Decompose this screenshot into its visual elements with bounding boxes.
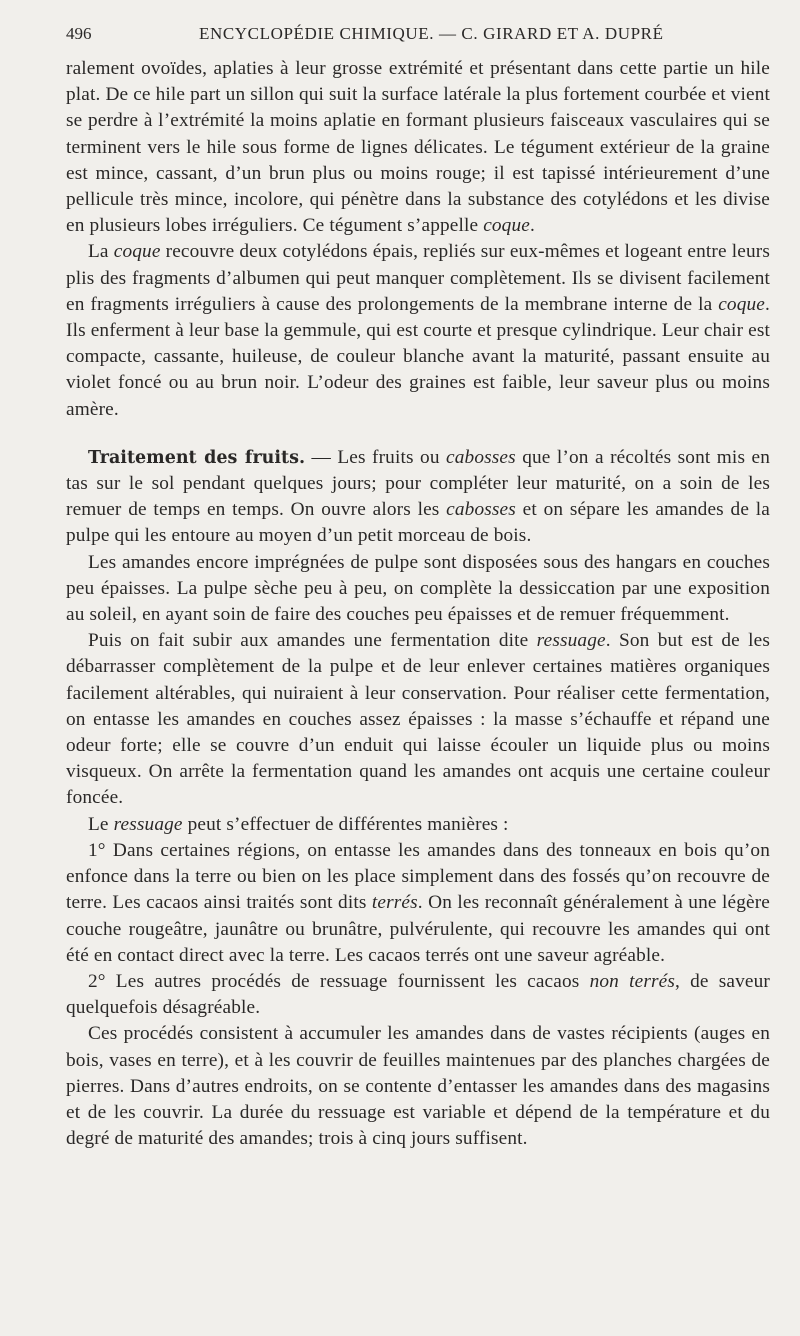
section-paragraph	[66, 445, 770, 550]
running-head: ENCYCLOPÉDIE CHIMIQUE. — C. GIRARD ET A. DUPRÉ	[199, 24, 664, 43]
paragraph	[66, 628, 770, 811]
text-run: , de saveur quelquefois désagréable.	[66, 970, 771, 1019]
paragraph	[66, 969, 770, 1021]
paragraph	[66, 1021, 770, 1152]
italic-term: coque	[718, 293, 766, 315]
text-run: 1° Dans certaines régions, on entasse les amandes dans des tonneaux en bois qu’on enfonce dans la terre ou bien on les place simplement dans des fossés qu’on recouvre de terre. Les cacaos ainsi traités sont dits	[66, 839, 770, 914]
italic-term: cabosses	[446, 446, 516, 468]
text-run: peut s’effectuer de différentes manières :	[182, 813, 509, 835]
text-run: La	[88, 241, 114, 263]
text-run: Le	[88, 813, 114, 835]
italic-term: cabosses	[446, 499, 516, 521]
body-text	[66, 56, 770, 1152]
text-run: Les amandes encore imprégnées de pulpe sont disposées sous des hangars en couches peu épaisses. La pulpe sèche peu à peu, on complète la dessiccation par une exposition au soleil, en ayant soin de faire des couches peu épaisses et de remuer fréquemment.	[66, 551, 770, 626]
section-title: Traitement des fruits.	[88, 447, 306, 468]
text-run: — Les fruits ou	[305, 446, 447, 468]
paragraph	[66, 550, 770, 629]
text-run: . On les reconnaît généralement à une légère couche rougeâtre, jaunâtre ou brunâtre, pulvérulente, qui recouvre les amandes qui ont été en contact direct avec la terre. Les cacaos terrés ont une saveur agréable.	[66, 892, 770, 966]
italic-term: coque	[483, 215, 530, 237]
paragraph	[66, 812, 770, 838]
italic-term: non terrés	[589, 970, 675, 992]
text-run: . Ils enferment à leur base la gemmule, qui est courte et presque cylindrique. Leur chair est compacte, cassante, huileuse, de couleur blanche avant la maturité, passant ensuite au violet foncé ou au brun noir. L’odeur des graines est faible, leur saveur plus ou moins amère.	[66, 293, 770, 420]
italic-term: ressuage	[536, 630, 606, 652]
text-run: Ces procédés consistent à accumuler les amandes dans de vastes récipients (auges en bois, vases en terre), et à les couvrir de feuilles maintenues par des planches chargées de pierres. Dans d’autres endroits, on se contente d’entasser les amandes dans des magasins et de les couvrir. La durée du ressuage est variable et dépend de la température et du degré de maturité des amandes; trois à cinq jours suffisent.	[66, 1023, 770, 1150]
text-run: 2° Les autres procédés de ressuage fournissent les cacaos	[88, 970, 590, 992]
paragraph	[66, 838, 770, 969]
italic-term: terrés	[371, 892, 418, 914]
text-run: . Son but est de les débarrasser complètement de la pulpe et de leur enlever certaines matières organiques facilement altérables, qui nuiraient à leur conservation. Pour réaliser cette fermentation, on entasse les amandes en couches assez épaisses : la masse s’échauffe et répand une odeur forte; elle se couvre d’un enduit qui laisse écouler un liquide plus ou moins visqueux. On arrête la fermentation quand les amandes ont acquis une certaine couleur foncée.	[66, 630, 770, 809]
italic-term: ressuage	[113, 813, 183, 835]
text-run: .	[529, 215, 535, 237]
page-number: 496	[66, 24, 92, 43]
text-run: recouvre deux cotylédons épais, repliés sur eux-mêmes et logeant entre leurs plis des fragments d’albumen qui peut manquer complètement. Ils se divisent facilement en fragments irréguliers à cause des prolongements de la membrane interne de la	[66, 241, 771, 315]
page-header	[66, 24, 770, 56]
text-run: et on sépare les amandes de la pulpe qui les entoure au moyen d’un petit morceau de bois.	[66, 499, 770, 547]
paragraph	[66, 239, 770, 422]
text-run: que l’on a récoltés sont mis en tas sur le sol pendant quelques jours; pour compléter leur maturité, on a soin de les remuer de temps en temps. On ouvre alors les	[66, 446, 771, 521]
text-run: ralement ovoïdes, aplaties à leur grosse extrémité et présentant dans cette partie un hile plat. De ce hile part un sillon qui suit la surface latérale la plus fortement courbée et vient se perdre à l’extrémité la moins aplatie en formant plusieurs faisceaux vasculaires qui se terminent vers le hile sous forme de lignes délicates. Le tégument extérieur de la graine est mince, cassant, d’un brun plus ou moins rouge; il est tapissé intérieurement d’une pellicule très mince, incolore, qui pénètre dans la substance des cotylédons et les divise en plusieurs lobes irréguliers. Ce tégument s’appelle	[66, 58, 770, 237]
text-run: Puis on fait subir aux amandes une fermentation dite	[88, 630, 537, 652]
italic-term: coque	[113, 241, 161, 263]
paragraph	[66, 56, 770, 239]
